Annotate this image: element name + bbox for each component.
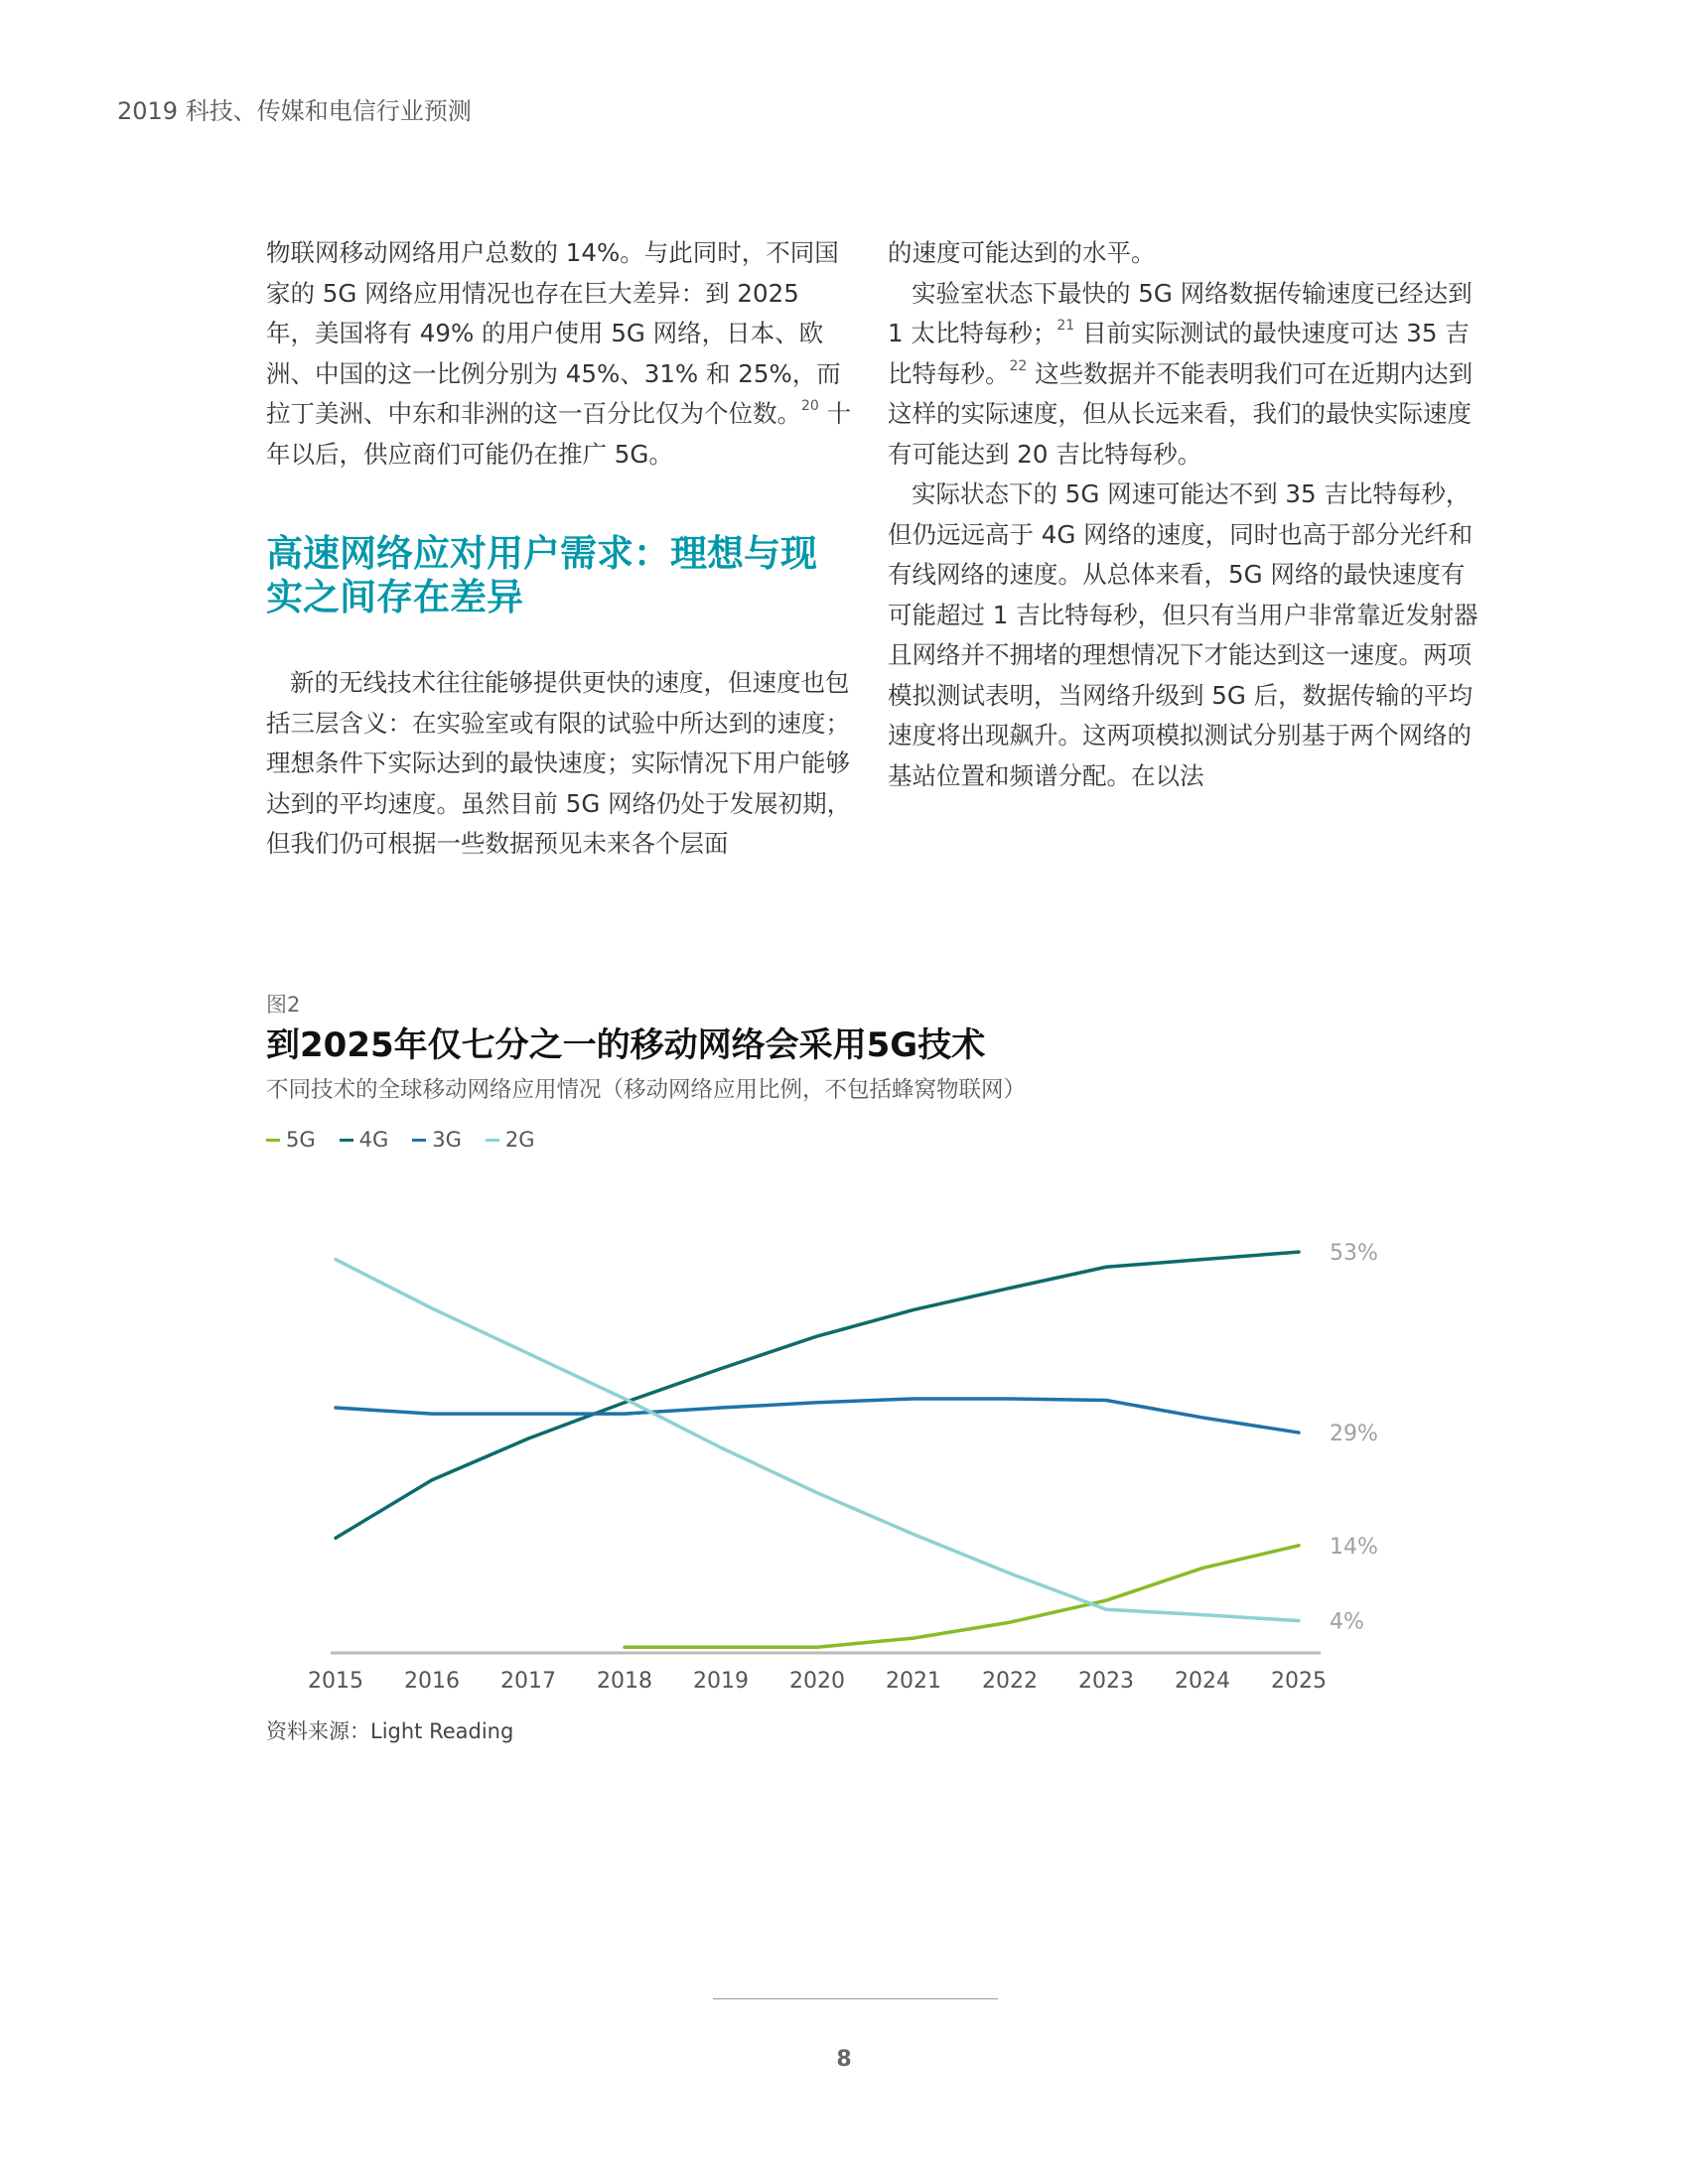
- footer-divider: [713, 1998, 998, 1999]
- x-tick-label: 2019: [693, 1669, 749, 1694]
- end-label-4g: 53%: [1330, 1241, 1378, 1267]
- x-tick-label: 2015: [308, 1669, 363, 1694]
- figure-label: 图2: [266, 993, 301, 1017]
- end-label-2g: 4%: [1330, 1609, 1364, 1635]
- legend-item-4g: 4G: [340, 1128, 389, 1152]
- x-tick-label: 2022: [982, 1669, 1038, 1694]
- series-line-2g: [336, 1260, 1299, 1621]
- x-tick-label: 2017: [500, 1669, 556, 1694]
- x-tick-label: 2023: [1078, 1669, 1134, 1694]
- footnote-ref[interactable]: 22: [1009, 357, 1028, 374]
- end-label-5g: 14%: [1330, 1534, 1378, 1560]
- chart-subtitle: 不同技术的全球移动网络应用情况（移动网络应用比例，不包括蜂窝物联网）: [266, 1077, 1027, 1103]
- series-line-3g: [336, 1399, 1299, 1433]
- section-heading: 高速网络应对用户需求：理想与现实之间存在差异: [266, 532, 817, 618]
- running-header: 2019 科技、传媒和电信行业预测: [117, 97, 472, 125]
- paragraph-continuation: 的速度可能达到的水平。: [888, 238, 1156, 267]
- legend-item-3g: 3G: [412, 1128, 462, 1152]
- legend-item-2g: 2G: [486, 1128, 535, 1152]
- footnote-ref[interactable]: 21: [1056, 318, 1075, 334]
- page-number: 8: [836, 2047, 852, 2072]
- end-label-3g: 29%: [1330, 1422, 1378, 1447]
- x-tick-label: 2021: [886, 1669, 941, 1694]
- chart-title: 到2025年仅七分之一的移动网络会采用5G技术: [266, 1025, 986, 1065]
- paragraph-speed-intro: 新的无线技术往往能够提供更快的速度，但速度也包括三层含义：在实验室或有限的试验中所达到的速度；理想条件下实际达到的最快速度；实际情况下用户能够达到的平均速度。虽然目前 5G 网络仍处于发展初期，但我们仍可根据一些数据预见未来各个层面: [266, 668, 852, 858]
- paragraph-lab-speed: 实验室状态下最快的 5G 网络数据传输速度已经达到 1 太比特每秒；$^{21}$ 目前实际测试的最快速度可达 35 吉比特每秒。$^{22}$ 这些数据并不能表明我们可在近期内达到这样的实际速度，但从长远来看，我们的最快实际速度有可能达到 20 吉比特每秒。: [888, 278, 1474, 469]
- x-tick-label: 2024: [1175, 1669, 1230, 1694]
- series-line-4g: [336, 1252, 1299, 1538]
- x-tick-label: 2018: [597, 1669, 652, 1694]
- footnote-ref[interactable]: 20: [801, 398, 819, 414]
- series-line-5g: [625, 1546, 1299, 1647]
- figure-source: 资料来源：Light Reading: [266, 1719, 514, 1743]
- x-tick-label: 2020: [789, 1669, 845, 1694]
- x-tick-label: 2016: [404, 1669, 460, 1694]
- paragraph-5g-adoption: 物联网移动网络用户总数的 14%。与此同时，不同国家的 5G 网络应用情况也存在巨大差异：到 2025 年，美国将有 49% 的用户使用 5G 网络，日本、欧洲、中国的这一比例分别为 45%、31% 和 25%，而拉丁美洲、中东和非洲的这一百分比仅为个位数。$^{20}$ 十年以后，供应商们可能仍在推广 5G。: [266, 238, 852, 469]
- x-tick-label: 2025: [1271, 1669, 1327, 1694]
- legend-item-5g: 5G: [266, 1128, 316, 1152]
- paragraph-real-speed: 实际状态下的 5G 网速可能达不到 35 吉比特每秒，但仍远远高于 4G 网络的速度，同时也高于部分光纤和有线网络的速度。从总体来看，5G 网络的最快速度有可能超过 1 吉比特每秒，但只有当用户非常靠近发射器且网络并不拥堵的理想情况下才能达到这一速度。两项模拟测试表明，当网络升级到 5G 后，数据传输的平均速度将出现飙升。这两项模拟测试分别基于两个网络的基站位置和频谱分配。在以法: [888, 479, 1478, 790]
